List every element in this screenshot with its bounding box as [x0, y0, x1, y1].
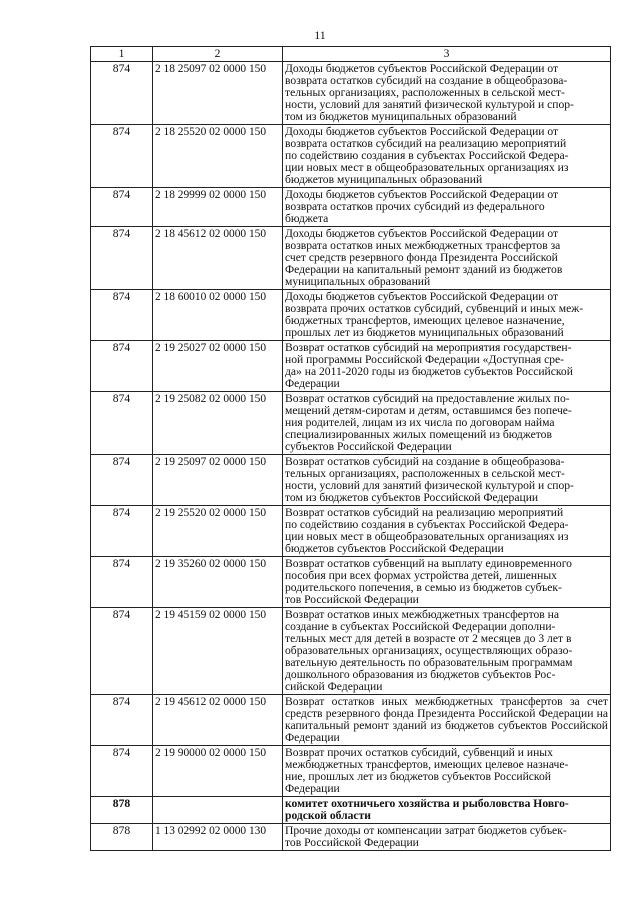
table-row — [91, 608, 611, 695]
admin-code-cell: 874 — [91, 455, 153, 506]
table-row — [91, 290, 611, 341]
budget-code-cell: 2 19 25027 02 0000 150 — [153, 341, 283, 392]
admin-code-cell: 874 — [91, 290, 153, 341]
description-cell: Доходы бюджетов субъектов Российской Федерации от возврата прочих остатков субсидий, субвенций и иных меж- бюджетных трансфертов, имеющих целевое назначение, прошлых лет из бюджетов муниципальных образований — [283, 290, 611, 341]
table-row — [91, 188, 611, 227]
budget-code-cell: 2 18 60010 02 0000 150 — [153, 290, 283, 341]
table-row — [91, 125, 611, 188]
admin-code-cell: 874 — [91, 62, 153, 125]
admin-code-cell: 874 — [91, 392, 153, 455]
description-cell: Доходы бюджетов субъектов Российской Федерации от возврата остатков субсидий на реализацию мероприятий по содействию создания в субъектах Российской Федера- ции новых мест в общеобразовательных организациях из бюджетов муниципальных образований — [283, 125, 611, 188]
table-row — [91, 62, 611, 125]
table-row — [91, 746, 611, 797]
header-col-3: 3 — [283, 47, 611, 62]
table-row — [91, 227, 611, 290]
description-cell: Доходы бюджетов субъектов Российской Федерации от возврата остатков иных межбюджетных трансфертов за счет средств резервного фонда Президента Российской Федерации на капитальный ремонт зданий из бюджетов муниципальных образований — [283, 227, 611, 290]
budget-code-cell: 1 13 02992 02 0000 130 — [153, 824, 283, 851]
description-cell: Возврат остатков субсидий на реализацию мероприятий по содействию создания в субъектах Российской Федера- ции новых мест в общеобразовательных организациях из бюджетов субъектов Российской Федерации — [283, 506, 611, 557]
admin-code-cell: 874 — [91, 557, 153, 608]
revenue-codes-table — [90, 46, 611, 851]
description-cell: Возврат прочих остатков субсидий, субвенций и иных межбюджетных трансфертов, имеющих целевое назначе- ние, прошлых лет из бюджетов субъектов Российской Федерации — [283, 746, 611, 797]
description-cell: Доходы бюджетов субъектов Российской Федерации от возврата остатков прочих субсидий из федерального бюджета — [283, 188, 611, 227]
budget-code-cell: 2 19 45159 02 0000 150 — [153, 608, 283, 695]
description-cell: Доходы бюджетов субъектов Российской Федерации от возврата остатков субсидий на создание в общеобразова- тельных организациях, расположенных в сельской мест- ности, условий для занятий физической культурой и спор- том из бюджетов муниципальных образований — [283, 62, 611, 125]
page-number: 11 — [314, 28, 326, 42]
table-row — [91, 506, 611, 557]
description-cell: Прочие доходы от компенсации затрат бюджетов субъек- тов Российской Федерации — [283, 824, 611, 851]
admin-code-cell: 878 — [91, 824, 153, 851]
admin-code-cell: 874 — [91, 125, 153, 188]
budget-code-cell: 2 18 45612 02 0000 150 — [153, 227, 283, 290]
description-cell: Возврат остатков субсидий на мероприятия государствен- ной программы Российской Федерации «Доступная сре- да» на 2011-2020 годы из бюджетов субъектов Российской Федерации — [283, 341, 611, 392]
budget-code-cell: 2 19 25520 02 0000 150 — [153, 506, 283, 557]
admin-code-cell: 874 — [91, 188, 153, 227]
table-row — [91, 695, 611, 746]
table-header-row — [91, 47, 611, 62]
admin-code-cell: 874 — [91, 341, 153, 392]
description-cell: Возврат остатков субсидий на предоставление жилых по- мещений детям-сиротам и детям, оставшимся без попече- ния родителей, лицам из их числа по договорам найма специализированных жилых помещений из бюджетов субъектов Российской Федерации — [283, 392, 611, 455]
budget-code-cell: 2 19 45612 02 0000 150 — [153, 695, 283, 746]
table-row — [91, 392, 611, 455]
header-col-1: 1 — [91, 47, 153, 62]
description-cell: Возврат остатков иных межбюджетных трансфертов на создание в субъектах Российской Федерации дополни- тельных мест для детей в возрасте от 2 месяцев до 3 лет в образовательных организациях, осуществляющих образо- вательную деятельность по образовательным программам дошкольного образования из бюджетов субъектов Рос- сийской Федерации — [283, 608, 611, 695]
budget-code-cell — [153, 797, 283, 824]
budget-code-cell: 2 19 25097 02 0000 150 — [153, 455, 283, 506]
table-row — [91, 824, 611, 851]
budget-code-cell: 2 19 35260 02 0000 150 — [153, 557, 283, 608]
description-cell: Возврат остатков субвенций на выплату единовременного пособия при всех формах устройства детей, лишенных родительского попечения, в семью из бюджетов субъек- тов Российской Федерации — [283, 557, 611, 608]
table-row — [91, 797, 611, 824]
budget-code-cell: 2 18 29999 02 0000 150 — [153, 188, 283, 227]
header-col-2: 2 — [153, 47, 283, 62]
budget-code-cell: 2 19 90000 02 0000 150 — [153, 746, 283, 797]
budget-code-cell: 2 19 25082 02 0000 150 — [153, 392, 283, 455]
admin-code-cell: 874 — [91, 608, 153, 695]
description-cell: Возврат остатков иных межбюджетных трансфертов за счет средств резервного фонда Президента Российской Федерации на капитальный ремонт зданий из бюджетов субъектов Российской Федерации — [283, 695, 611, 746]
admin-code-cell: 874 — [91, 506, 153, 557]
budget-code-cell: 2 18 25097 02 0000 150 — [153, 62, 283, 125]
admin-code-cell: 874 — [91, 227, 153, 290]
description-cell: Возврат остатков субсидий на создание в общеобразова- тельных организациях, расположенных в сельской мест- ности, условий для занятий физической культурой и спор- том из бюджетов субъектов Российской Федерации — [283, 455, 611, 506]
description-cell: комитет охотничьего хозяйства и рыболовства Новго- родской области — [283, 797, 611, 824]
admin-code-cell: 874 — [91, 746, 153, 797]
table-row — [91, 341, 611, 392]
admin-code-cell: 874 — [91, 695, 153, 746]
table-row — [91, 455, 611, 506]
table-row — [91, 557, 611, 608]
admin-code-cell: 878 — [91, 797, 153, 824]
budget-code-cell: 2 18 25520 02 0000 150 — [153, 125, 283, 188]
